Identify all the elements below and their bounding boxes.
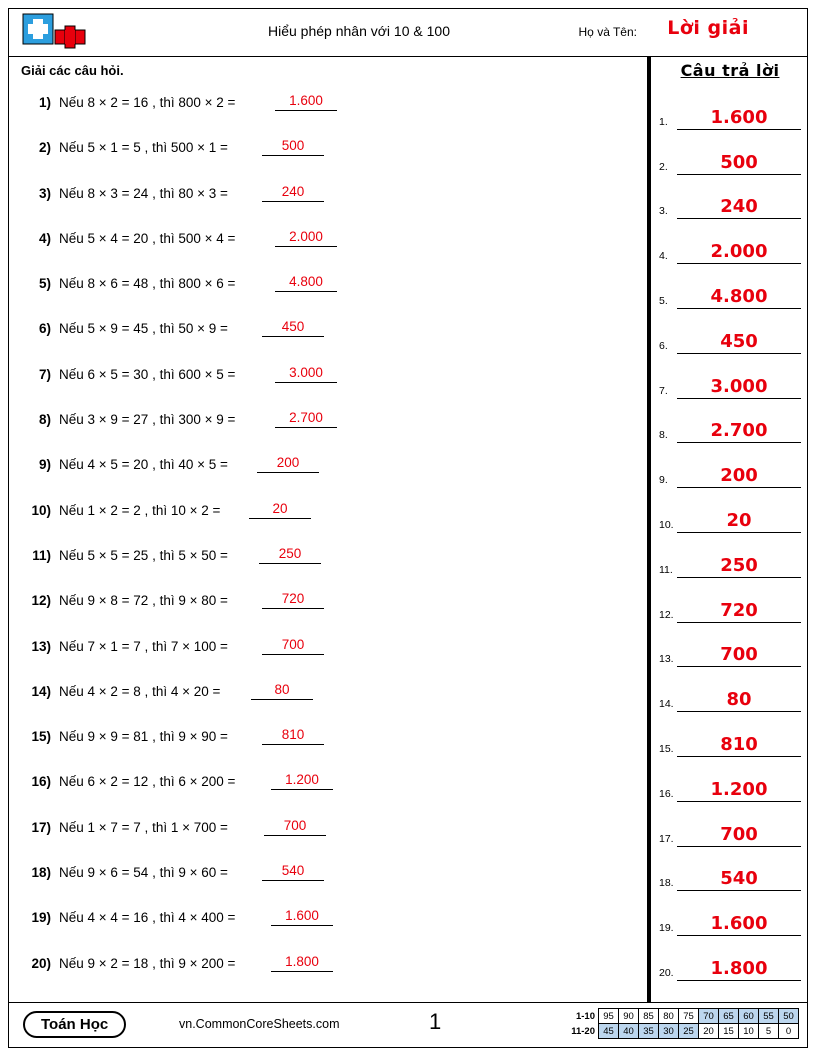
answer-key-number: 20. <box>659 966 674 979</box>
question-row <box>9 853 647 898</box>
question-answer-blank[interactable]: 720 <box>262 591 324 609</box>
question-row <box>9 219 647 264</box>
scale-cell: 60 <box>739 1009 759 1024</box>
scale-cell: 55 <box>759 1009 779 1024</box>
question-row <box>9 491 647 536</box>
question-row <box>9 355 647 400</box>
question-row <box>9 672 647 717</box>
scale-cell: 35 <box>639 1024 659 1039</box>
scale-cell: 80 <box>659 1009 679 1024</box>
answer-key-number: 7. <box>659 384 668 397</box>
answer-key-number: 18. <box>659 877 674 890</box>
question-answer-blank[interactable]: 80 <box>251 682 313 700</box>
question-answer-blank[interactable]: 240 <box>262 184 324 202</box>
scale-row-label: 1-10 <box>575 1010 595 1022</box>
question-list <box>9 83 647 989</box>
question-number: 2) <box>38 140 51 156</box>
answer-key-value[interactable]: 700 <box>720 823 758 845</box>
answer-key-number: 12. <box>659 608 674 621</box>
question-text: Nếu 5 × 4 = 20 , thì 500 × 4 = <box>59 230 236 246</box>
answer-key-row <box>651 582 809 627</box>
plus-cross-logo-icon <box>15 12 89 54</box>
worksheet-page <box>8 8 808 1048</box>
question-number: 15) <box>31 729 51 745</box>
question-answer-blank[interactable]: 3.000 <box>275 365 337 383</box>
question-text: Nếu 8 × 2 = 16 , thì 800 × 2 = <box>59 95 236 110</box>
question-answer-blank[interactable]: 810 <box>262 727 324 745</box>
scale-cell: 70 <box>699 1009 719 1024</box>
question-answer-blank[interactable]: 250 <box>259 546 321 564</box>
scale-cell: 40 <box>619 1024 639 1039</box>
scale-row <box>569 1024 799 1039</box>
scale-row-label: 11-20 <box>571 1025 595 1037</box>
question-row <box>9 944 647 989</box>
question-answer-blank[interactable]: 700 <box>264 818 326 836</box>
scale-cell: 10 <box>739 1024 759 1039</box>
answer-key-number: 16. <box>659 787 674 800</box>
question-number: 13) <box>31 638 51 654</box>
answer-key-row <box>651 851 809 896</box>
scale-cell: 15 <box>719 1024 739 1039</box>
question-row <box>9 581 647 626</box>
instructions: Giải các câu hỏi. <box>21 63 124 78</box>
answer-key-value[interactable]: 2.700 <box>710 420 768 442</box>
question-number: 11) <box>32 547 51 563</box>
question-row <box>9 762 647 807</box>
answer-key-column <box>651 57 809 1002</box>
question-text: Nếu 1 × 2 = 2 , thì 10 × 2 = <box>59 502 221 518</box>
question-number: 12) <box>31 593 51 609</box>
question-row <box>9 83 647 128</box>
answer-key-number: 10. <box>659 518 674 531</box>
answer-key-number: 2. <box>659 160 668 173</box>
question-text: Nếu 8 × 6 = 48 , thì 800 × 6 = <box>59 276 236 292</box>
question-row <box>9 174 647 219</box>
question-answer-blank[interactable]: 540 <box>262 863 324 881</box>
scale-cell: 65 <box>719 1009 739 1024</box>
questions-column <box>9 57 647 1002</box>
answer-key-row <box>651 403 809 448</box>
question-text: Nếu 6 × 5 = 30 , thì 600 × 5 = <box>59 366 236 382</box>
scale-cell: 45 <box>599 1024 619 1039</box>
question-answer-blank[interactable]: 700 <box>262 637 324 655</box>
answer-key-number: 13. <box>659 653 674 666</box>
answer-key-value[interactable]: 720 <box>720 599 758 621</box>
question-text: Nếu 3 × 9 = 27 , thì 300 × 9 = <box>59 412 236 428</box>
question-text: Nếu 5 × 9 = 45 , thì 50 × 9 = <box>59 321 228 337</box>
answer-key-value[interactable]: 1.200 <box>710 778 768 800</box>
question-number: 8) <box>38 412 51 428</box>
question-number: 20) <box>31 955 51 971</box>
question-number: 14) <box>31 683 51 699</box>
scale-cell: 90 <box>619 1009 639 1024</box>
question-number: 7) <box>38 366 51 382</box>
answer-key-value[interactable]: 2.000 <box>710 241 768 263</box>
answer-key-number: 8. <box>659 429 668 442</box>
question-row <box>9 128 647 173</box>
question-row <box>9 264 647 309</box>
answer-key-value[interactable]: 200 <box>720 465 758 487</box>
scale-cell: 95 <box>599 1009 619 1024</box>
question-number: 10) <box>31 502 51 518</box>
page-number: 1 <box>429 1009 442 1034</box>
answer-key-row <box>651 179 809 224</box>
page-header <box>9 9 807 57</box>
answer-key-row <box>651 447 809 492</box>
question-row <box>9 536 647 581</box>
answer-key-value[interactable]: 810 <box>720 733 758 755</box>
answer-key-row <box>651 761 809 806</box>
question-answer-blank[interactable]: 500 <box>262 138 324 156</box>
answer-key-row <box>651 223 809 268</box>
question-row <box>9 400 647 445</box>
question-text: Nếu 9 × 9 = 81 , thì 9 × 90 = <box>59 729 228 745</box>
question-number: 6) <box>38 321 51 337</box>
answer-key-number: 1. <box>659 115 668 128</box>
question-row <box>9 627 647 672</box>
answer-key-number: 4. <box>659 250 668 263</box>
question-number: 18) <box>31 865 51 881</box>
question-text: Nếu 8 × 3 = 24 , thì 80 × 3 = <box>59 185 228 201</box>
question-answer-blank[interactable]: 4.800 <box>275 274 337 292</box>
answer-key-value[interactable]: 250 <box>720 554 758 576</box>
question-number: 1) <box>38 95 51 110</box>
answer-key-row <box>651 537 809 582</box>
question-number: 9) <box>38 457 51 473</box>
question-answer-blank[interactable]: 1.600 <box>275 93 337 111</box>
question-row <box>9 445 647 490</box>
name-label: Họ và Tên: <box>578 25 637 39</box>
question-number: 4) <box>38 230 51 246</box>
scale-cell: 50 <box>779 1009 799 1024</box>
scale-cell: 20 <box>699 1024 719 1039</box>
grading-scale <box>569 1008 800 1039</box>
page-footer <box>9 1002 807 1046</box>
scale-cell: 0 <box>779 1024 799 1039</box>
scale-row <box>569 1009 799 1024</box>
question-text: Nếu 9 × 6 = 54 , thì 9 × 60 = <box>59 865 228 881</box>
question-number: 5) <box>38 276 51 292</box>
answer-key-value[interactable]: 540 <box>720 868 758 890</box>
site-url: vn.CommonCoreSheets.com <box>179 1017 340 1031</box>
question-answer-blank[interactable]: 2.700 <box>275 410 337 428</box>
page-body <box>9 57 807 1002</box>
scale-cell: 5 <box>759 1024 779 1039</box>
answer-key-value[interactable]: 80 <box>726 689 752 711</box>
answer-key-row <box>651 89 809 134</box>
answer-key-number: 11. <box>659 563 673 576</box>
question-number: 19) <box>31 910 51 926</box>
answer-key-value[interactable]: 1.600 <box>710 106 768 128</box>
answer-key-number: 5. <box>659 294 668 307</box>
question-row <box>9 808 647 853</box>
question-answer-blank[interactable]: 1.600 <box>271 908 333 926</box>
question-row <box>9 717 647 762</box>
answer-key-heading: Câu trả lời <box>680 61 780 80</box>
answer-key-number: 17. <box>659 832 674 845</box>
scale-cell: 75 <box>679 1009 699 1024</box>
answer-key-value[interactable]: 1.600 <box>710 913 768 935</box>
answer-key-value[interactable]: 240 <box>720 196 758 218</box>
answer-key-row <box>651 492 809 537</box>
answer-key-value[interactable]: 1.800 <box>710 957 768 979</box>
answer-key-value[interactable]: 500 <box>720 151 758 173</box>
answer-key-row <box>651 895 809 940</box>
question-number: 17) <box>31 819 51 835</box>
answer-key-row <box>651 313 809 358</box>
answer-key-value[interactable]: 700 <box>720 644 758 666</box>
answer-key-row <box>651 806 809 851</box>
answer-key-number: 15. <box>659 742 674 755</box>
question-text: Nếu 1 × 7 = 7 , thì 1 × 700 = <box>59 819 228 835</box>
answer-key-number: 19. <box>659 922 674 935</box>
answer-key-row <box>651 268 809 313</box>
answer-key-list <box>651 89 809 985</box>
question-answer-blank[interactable]: 450 <box>262 319 324 337</box>
answer-key-number: 14. <box>659 698 674 711</box>
answer-key-number: 9. <box>659 474 668 487</box>
question-answer-blank[interactable]: 1.200 <box>271 772 333 790</box>
answer-key-number: 6. <box>659 339 668 352</box>
answer-key-value[interactable]: 20 <box>726 509 752 531</box>
answer-key-value[interactable]: 4.800 <box>710 285 768 307</box>
answer-key-value[interactable]: 450 <box>720 330 758 352</box>
question-answer-blank[interactable]: 200 <box>257 455 319 473</box>
question-text: Nếu 5 × 1 = 5 , thì 500 × 1 = <box>59 140 228 156</box>
scale-cell: 25 <box>679 1024 699 1039</box>
question-answer-blank[interactable]: 20 <box>249 501 311 519</box>
question-text: Nếu 4 × 5 = 20 , thì 40 × 5 = <box>59 457 228 473</box>
answer-key-row <box>651 627 809 672</box>
answer-key-row <box>651 134 809 179</box>
answer-key-row <box>651 358 809 403</box>
question-text: Nếu 9 × 2 = 18 , thì 9 × 200 = <box>59 955 236 971</box>
question-text: Nếu 4 × 2 = 8 , thì 4 × 20 = <box>59 683 221 699</box>
answer-key-row <box>651 940 809 985</box>
name-value: Lời giải <box>667 17 749 39</box>
question-number: 3) <box>38 185 51 201</box>
question-text: Nếu 7 × 1 = 7 , thì 7 × 100 = <box>59 638 228 654</box>
answer-key-row <box>651 716 809 761</box>
question-text: Nếu 5 × 5 = 25 , thì 5 × 50 = <box>59 547 228 563</box>
scale-cell: 30 <box>659 1024 679 1039</box>
question-row <box>9 898 647 943</box>
question-text: Nếu 9 × 8 = 72 , thì 9 × 80 = <box>59 593 228 609</box>
question-text: Nếu 6 × 2 = 12 , thì 6 × 200 = <box>59 774 236 790</box>
question-row <box>9 309 647 354</box>
question-answer-blank[interactable]: 2.000 <box>275 229 337 247</box>
scale-cell: 85 <box>639 1009 659 1024</box>
page-title: Hiểu phép nhân với 10 & 100 <box>268 23 450 39</box>
question-number: 16) <box>31 774 51 790</box>
answer-key-value[interactable]: 3.000 <box>710 375 768 397</box>
answer-key-number: 3. <box>659 205 668 218</box>
question-answer-blank[interactable]: 1.800 <box>271 954 333 972</box>
brand-badge: Toán Học <box>23 1011 126 1038</box>
question-text: Nếu 4 × 4 = 16 , thì 4 × 400 = <box>59 910 236 926</box>
answer-key-row <box>651 671 809 716</box>
